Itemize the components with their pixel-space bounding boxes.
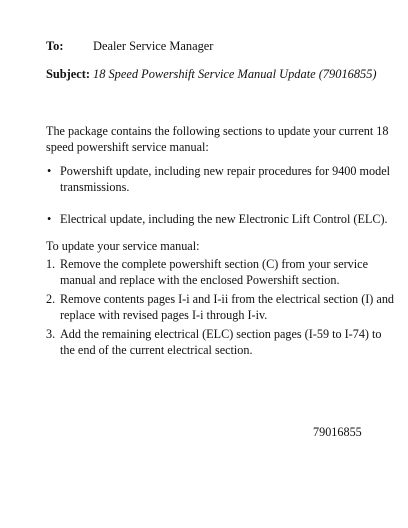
to-value: Dealer Service Manager (93, 39, 214, 53)
to-line (46, 39, 213, 54)
step-number: 2. (46, 292, 56, 306)
instructions-intro: To update your service manual: (46, 239, 200, 253)
step-text: Remove the complete powershift section (C) from your service manual and replace with the enclosed Powershift section. (60, 257, 368, 287)
bullet-icon: • (47, 164, 52, 178)
subject-label: Subject: (46, 67, 91, 81)
list-item (46, 163, 396, 195)
step-number: 3. (46, 327, 56, 341)
subject-value: 18 Speed Powershift Service Manual Update (79016855) (93, 67, 377, 81)
to-label: To: (46, 39, 64, 53)
section-bullet-list (46, 163, 396, 227)
step-text: Add the remaining electrical (ELC) section pages (I-59 to I-74) to the end of the current electrical section. (60, 327, 382, 357)
steps-list (46, 256, 396, 361)
step-number: 1. (46, 257, 56, 271)
bullet-text: Powershift update, including new repair procedures for 9400 model transmissions. (60, 164, 390, 194)
intro-paragraph: The package contains the following sections to update your current 18 speed powershift service manual: (46, 124, 389, 154)
list-item (46, 326, 396, 358)
bullet-icon: • (47, 212, 52, 226)
bullet-text: Electrical update, including the new Electronic Lift Control (ELC). (60, 212, 388, 226)
document-number: 79016855 (313, 425, 362, 439)
list-item (46, 211, 396, 227)
step-text: Remove contents pages I-i and I-ii from the electrical section (I) and replace with revised pages I-i through I-iv. (60, 292, 395, 322)
list-item (46, 256, 396, 288)
subject-line (46, 67, 377, 82)
list-item (46, 291, 396, 323)
